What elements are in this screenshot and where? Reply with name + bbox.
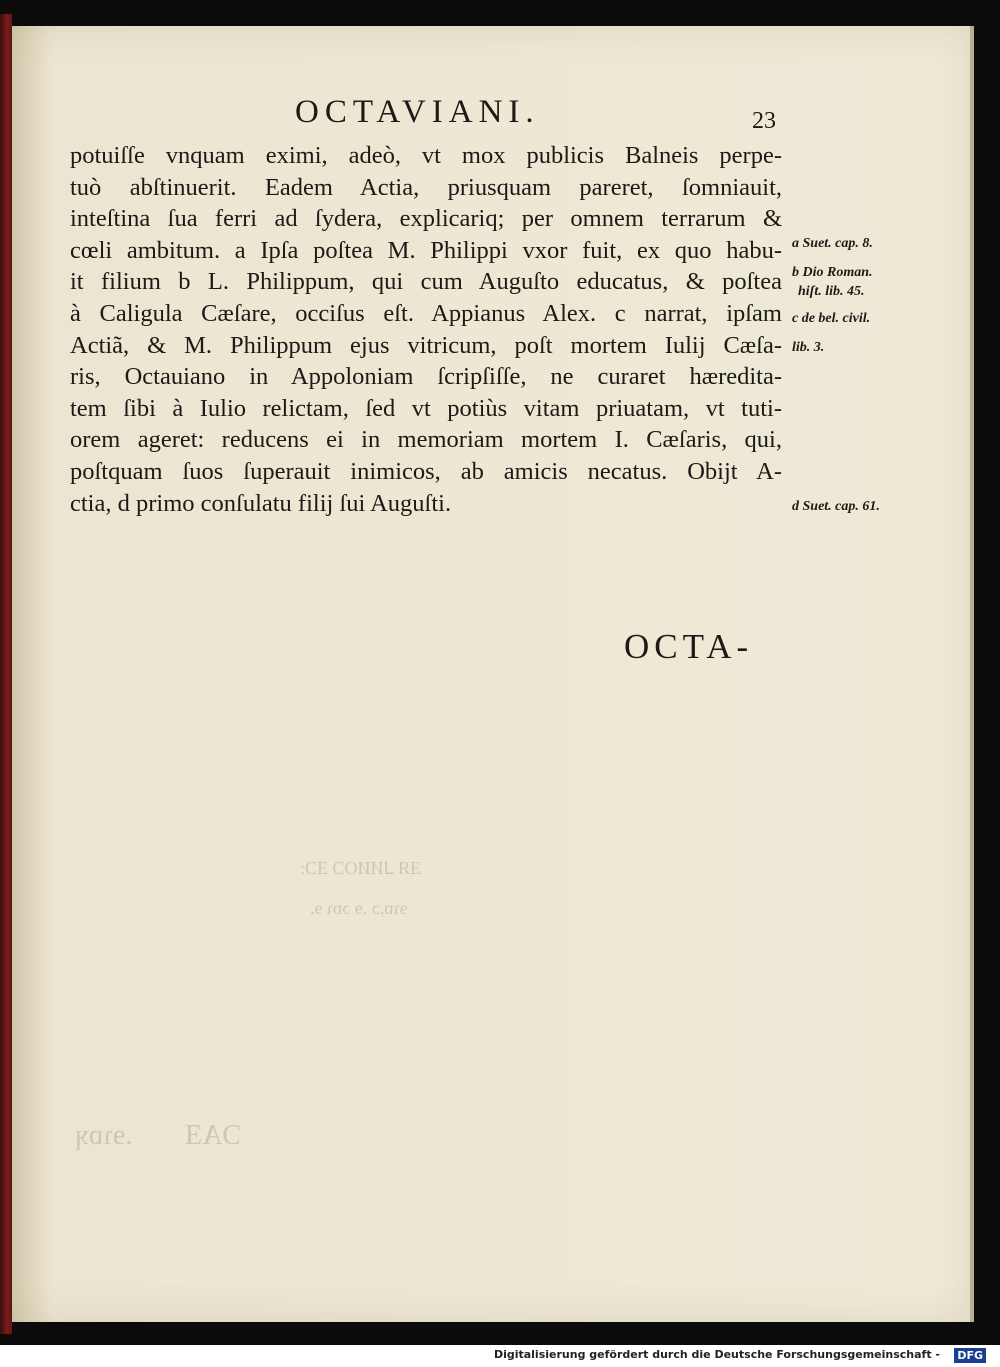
margin-note: c de bel. civil. xyxy=(792,311,871,326)
margin-note: a Suet. cap. 8. xyxy=(792,236,873,251)
text-line: ris, Octauiano in Appoloniam ſcripſiſſe, ne curaret hæredita- xyxy=(70,363,782,391)
text-line: poſtquam ſuos ſuperauit inimicos, ab amicis necatus. Obijt A- xyxy=(70,457,782,485)
margin-note: hiſt. lib. 45. xyxy=(798,284,865,299)
bleed-through-shadow: ɘɿɒ,ɔ .ɘ ɔɒɿ ɘ. xyxy=(310,898,408,918)
book-spine xyxy=(0,14,12,1334)
funding-credit: Digitalisierung gefördert durch die Deutsche Forschungsgemeinschaft - xyxy=(493,1348,940,1361)
margin-note: d Suet. cap. 61. xyxy=(792,499,880,514)
body-text xyxy=(70,140,782,519)
footer-bar xyxy=(0,1345,1000,1367)
text-line: orem ageret: reducens ei in memoriam mortem I. Cæſaris, qui, xyxy=(70,426,782,454)
text-line: tuò abſtinuerit. Eadem Actia, priusquam pareret, ſomniauit, xyxy=(70,173,782,201)
text-line: ctia, d primo conſulatu filij ſui Auguſti. xyxy=(70,489,452,517)
page-edge xyxy=(970,26,974,1322)
page-number: 23 xyxy=(752,108,776,134)
dfg-logo: DFG xyxy=(954,1348,986,1363)
bleed-through-shadow: ƎЯ ⅃ИИOƆ ƎƆ: xyxy=(300,858,422,878)
text-line: inteſtina ſua ferri ad ſydera, explicariq; per omnem terrarum & xyxy=(70,205,782,233)
margin-note: b Dio Roman. xyxy=(792,265,873,280)
catchword: OCTA- xyxy=(624,627,754,666)
text-line: Actiã, & M. Philippum ejus vitricum, poſt mortem Iulij Cæſa- xyxy=(70,331,782,359)
text-line: tem ſibi à Iulio relictam, ſed vt potiùs vitam priuatam, vt tuti- xyxy=(70,394,782,422)
text-line: it filium b L. Philippum, qui cum Auguſto educatus, & poſtea xyxy=(70,268,782,296)
text-line: cœli ambitum. a Ipſa poſtea M. Philippi vxor fuit, ex quo habu- xyxy=(70,236,782,264)
bleed-through-shadow: .ɘɿɒʞ xyxy=(75,1120,133,1151)
text-line: potuiſſe vnquam eximi, adeò, vt mox publicis Balneis perpe- xyxy=(70,142,782,169)
text-line: à Caligula Cæſare, occiſus eſt. Appianus Alex. c narrat, ipſam xyxy=(70,299,782,327)
bleed-through-shadow: ƆAƎ xyxy=(185,1120,241,1151)
running-header: OCTAVIANI. xyxy=(295,94,540,130)
margin-note: lib. 3. xyxy=(792,340,825,355)
